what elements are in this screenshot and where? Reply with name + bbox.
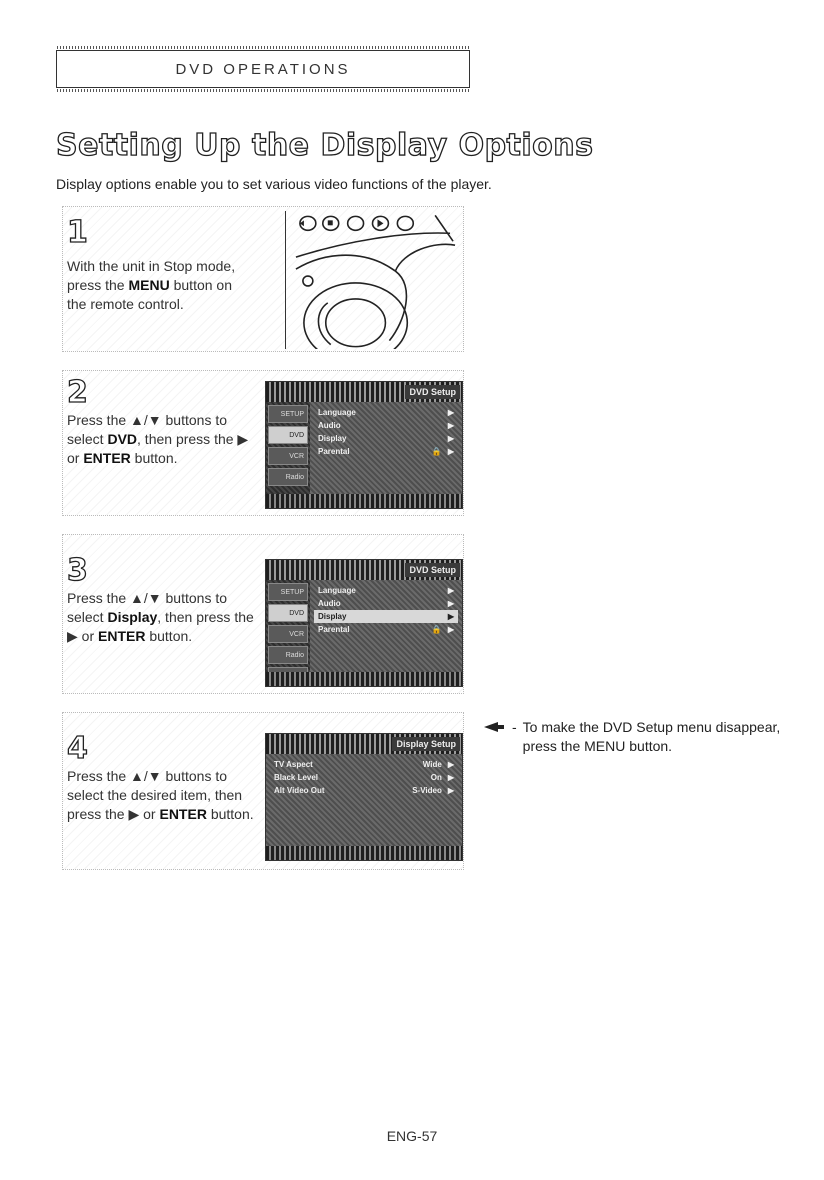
step-4 [62,712,464,870]
page-number: ENG-57 [386,1128,438,1144]
osd-row-black-level: Black Level On ▶ [274,773,454,782]
osd-item-display: Display ▶ [318,434,454,443]
osd-item-audio: Audio ▶ [318,421,454,430]
osd-row-alt-video-out: Alt Video Out S-Video ▶ [274,786,454,795]
osd-item-language: Language ▶ [318,586,454,595]
dvd-setup-screen [265,381,463,509]
note-arrow-icon [484,718,506,756]
display-setup-screen [265,733,463,861]
osd-item-parental: Parental 🔒 ▶ [318,447,454,456]
osd-tab-vcr: VCR [268,625,308,643]
osd-menu [314,406,458,458]
note: - To make the DVD Setup menu disappear, press the MENU button. [484,718,784,756]
osd-bottombar [266,672,462,686]
step-instruction: Press the ▲/▼ buttons to select Display, then press the ▶ or ENTER button. [67,590,254,644]
page-title: Setting Up the Display Options [56,128,594,163]
osd-item-audio: Audio ▶ [318,599,454,608]
lock-icon: 🔒 [431,625,442,634]
osd-title: DVD Setup [405,563,460,577]
osd-title: DVD Setup [405,385,460,399]
section-header [56,50,470,88]
osd-bottombar [266,846,462,860]
osd-tab-vcr: VCR [268,447,308,465]
osd-sidebar [266,580,310,672]
osd-tab-setup: SETUP [268,583,308,601]
step-number: 3 [67,553,88,588]
step-instruction: Press the ▲/▼ buttons to select DVD, then press the ▶ or ENTER button. [67,412,249,466]
osd-tab-dvd: DVD [268,604,308,622]
osd-tab-radio: Radio [268,468,308,486]
osd-menu [270,758,458,797]
section-header-label: DVD OPERATIONS [175,60,351,78]
osd-title: Display Setup [392,737,460,751]
step-instruction: Press the ▲/▼ buttons to select the desired item, then press the ▶ or ENTER button. [67,768,254,822]
note-text: To make the DVD Setup menu disappear, press the MENU button. [522,719,781,754]
lock-icon: 🔒 [431,447,442,456]
step-1 [62,206,464,352]
osd-tab-setup: SETUP [268,405,308,423]
osd-tab-dvd: DVD [268,426,308,444]
osd-item-display-highlighted: Display ▶ [314,610,458,623]
intro-text: Display options enable you to set various video functions of the player. [56,176,492,192]
step-number: 4 [67,731,88,766]
step-2 [62,370,464,516]
dvd-setup-screen-display [265,559,463,687]
menu-button-label: MENU [128,277,170,293]
osd-row-tv-aspect: TV Aspect Wide ▶ [274,760,454,769]
osd-item-parental: Parental 🔒 ▶ [318,625,454,634]
step-3 [62,534,464,694]
osd-sidebar [266,402,310,494]
osd-tab-radio: Radio [268,646,308,664]
osd-menu [314,584,458,636]
step-number: 1 [67,215,88,250]
step-instruction: With the unit in Stop mode, press the MENU button on the remote control. [67,258,236,312]
step-number: 2 [67,375,88,410]
remote-control-illustration [285,211,461,349]
osd-bottombar [266,494,462,508]
osd-item-language: Language ▶ [318,408,454,417]
